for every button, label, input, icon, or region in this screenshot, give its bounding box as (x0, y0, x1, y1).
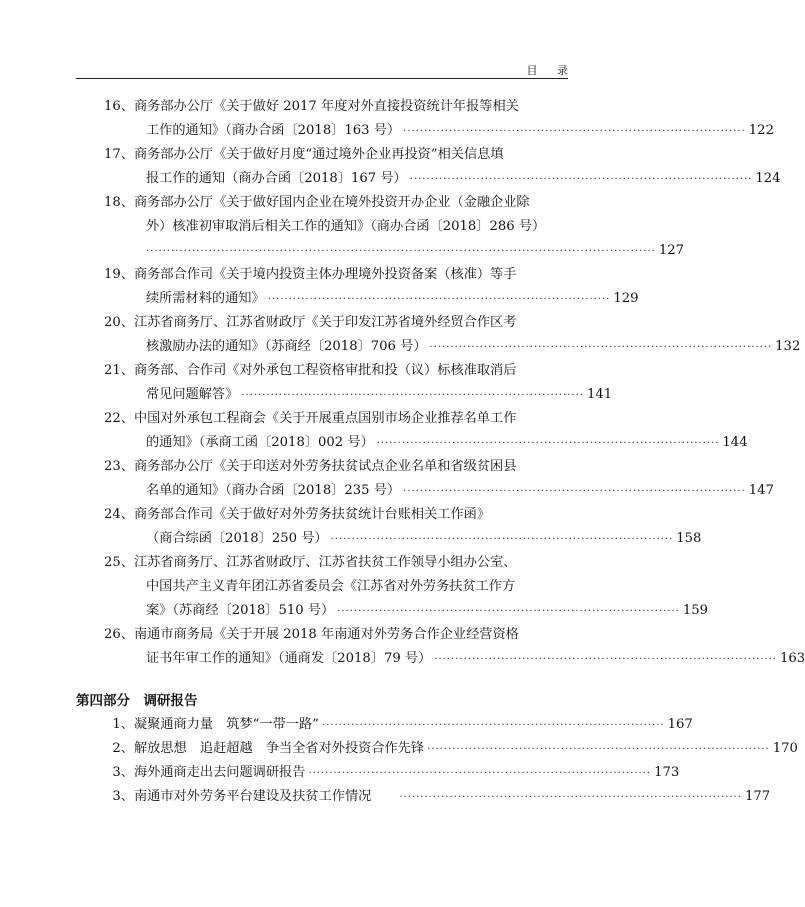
page-number: 163 (779, 651, 805, 666)
page-number: 127 (658, 243, 684, 258)
entry-last-line (146, 239, 684, 263)
entry-line: 商务部办公厅《关于印送对外劳务扶贫试点企业名单和省级贫困县 (134, 459, 517, 474)
entry-number: 21、 (104, 363, 134, 378)
entry-last-line (146, 647, 805, 671)
report-number: 3、 (112, 765, 134, 780)
entry-last-line (146, 599, 709, 623)
report-item-3[interactable] (76, 761, 680, 786)
leader-dots: ·················································································· (241, 390, 584, 401)
page-number: 173 (654, 765, 680, 780)
report-line (134, 761, 680, 786)
header-title: 目 录 (526, 64, 576, 77)
entry-line: 商务部办公厅《关于做好月度“通过境外企业再投资”相关信息填 (134, 147, 504, 162)
leader-dots: ·························································································································· (146, 246, 656, 257)
leader-dots: ·················································································· (337, 606, 680, 617)
entry-last-line (146, 119, 774, 143)
leader-dots: ·················································································· (399, 792, 743, 803)
report-title: 解放思想 追赶超越 争当全省对外投资合作先锋 (134, 741, 425, 756)
entry-line: 商务部办公厅《关于做好 2017 年度对外直接投资统计年报等相关 (134, 99, 519, 114)
entry-last-line (146, 383, 613, 407)
report-line (134, 785, 771, 810)
toc-entry-23[interactable] (76, 455, 774, 503)
page-number: 129 (613, 291, 639, 306)
entry-line: （商合综函〔2018〕250 号） (146, 531, 328, 546)
page-header (76, 56, 576, 79)
report-item-4[interactable] (76, 785, 771, 810)
entry-line: 核激励办法的通知》（苏商经〔2018〕706 号） (146, 339, 427, 354)
entry-last-line (146, 479, 774, 503)
toc-entry-18[interactable] (76, 191, 684, 263)
entry-line: 商务部合作司《关于境内投资主体办理境外投资备案（核准）等手 (134, 267, 517, 282)
leader-dots: ·················································································· (403, 126, 746, 137)
leader-dots: ·················································································· (321, 720, 665, 731)
page-number: 159 (682, 603, 709, 618)
entry-last-line (146, 335, 801, 359)
entry-last-line (146, 287, 639, 311)
page-number: 144 (722, 435, 748, 450)
entry-line: 的通知》（承商工函〔2018〕002 号） (146, 435, 374, 450)
toc-entry-21[interactable] (76, 359, 613, 407)
entry-line: 中国对外承包工程商会《关于开展重点国别市场企业推荐名单工作 (134, 411, 517, 426)
page-number: 158 (676, 531, 702, 546)
entry-last-line (146, 167, 781, 191)
report-number: 3、 (112, 789, 134, 804)
page-number: 167 (667, 717, 693, 732)
leader-dots: ·················································································· (427, 744, 770, 755)
entry-line: 商务部合作司《关于做好对外劳务扶贫统计台账相关工作函》 (134, 507, 491, 522)
toc-entry-22[interactable] (76, 407, 748, 455)
report-number: 1、 (112, 717, 134, 732)
leader-dots: ·················································································· (308, 768, 652, 779)
entry-line: 报工作的通知（商办合函〔2018〕167 号） (146, 171, 407, 186)
toc-entry-24[interactable] (76, 503, 702, 551)
entry-last-line (146, 431, 748, 455)
toc-entry-26[interactable] (76, 623, 805, 671)
page-number: 170 (772, 741, 798, 756)
report-title: 南通市对外劳务平台建设及扶贫工作情况 (134, 789, 372, 804)
entry-number: 25、 (104, 555, 134, 570)
entry-line: 名单的通知》（商办合函〔2018〕235 号） (146, 483, 401, 498)
entry-line: 南通市商务局《关于开展 2018 年南通对外劳务合作企业经营资格 (134, 627, 519, 642)
entry-line: 证书年审工作的通知》（通商发〔2018〕79 号） (146, 651, 432, 666)
entry-last-line (146, 527, 702, 551)
entry-number: 22、 (104, 411, 134, 426)
section-title: 第四部分 调研报告 (76, 693, 198, 709)
entry-line: 工作的通知》（商办合函〔2018〕163 号） (146, 123, 401, 138)
page-number: 141 (586, 387, 613, 402)
leader-dots: ·················································································· (434, 654, 777, 665)
entry-line: 续所需材料的通知》 (146, 291, 265, 306)
entry-number: 24、 (104, 507, 134, 522)
report-title: 凝聚通商力量 筑梦“一带一路” (134, 717, 319, 732)
entry-number: 26、 (104, 627, 134, 642)
page-number: 147 (748, 483, 774, 498)
toc-entry-20[interactable] (76, 311, 801, 359)
toc-entry-25[interactable] (76, 551, 709, 623)
report-item-2[interactable] (76, 737, 798, 762)
report-line (134, 737, 798, 762)
entry-line: 江苏省商务厅、江苏省财政厅《关于印发江苏省境外经贸合作区考 (134, 315, 517, 330)
entry-number: 18、 (104, 195, 134, 210)
entry-number: 19、 (104, 267, 134, 282)
leader-dots: ·················································································· (429, 342, 773, 353)
toc-entry-17[interactable] (76, 143, 781, 191)
page-number: 122 (748, 123, 774, 138)
page-number: 177 (745, 789, 771, 804)
leader-dots: ·················································································· (409, 174, 753, 185)
leader-dots: ·················································································· (267, 294, 611, 305)
leader-dots: ·················································································· (403, 486, 746, 497)
entry-line: 商务部办公厅《关于做好国内企业在境外投资开办企业（金融企业除 (134, 195, 530, 210)
page-number: 124 (755, 171, 781, 186)
entry-line: 外）核准初审取消后相关工作的通知》（商办合函〔2018〕286 号） (146, 219, 546, 234)
entry-line: 江苏省商务厅、江苏省财政厅、江苏省扶贫工作领导小组办公室、 (134, 555, 517, 570)
report-title: 海外通商走出去问题调研报告 (134, 765, 306, 780)
leader-dots: ·················································································· (376, 438, 720, 449)
entry-number: 17、 (104, 147, 134, 162)
toc-entry-16[interactable] (76, 95, 774, 143)
report-number: 2、 (112, 741, 134, 756)
report-line (134, 713, 693, 738)
entry-line: 中国共产主义青年团江苏省委员会《江苏省对外劳务扶贫工作方 (146, 579, 516, 594)
entry-line: 常见问题解答》 (146, 387, 239, 402)
report-item-1[interactable] (76, 713, 693, 738)
leader-dots: ·················································································· (330, 534, 674, 545)
entry-number: 23、 (104, 459, 134, 474)
entry-line: 商务部、合作司《对外承包工程资格审批和投（议）标核准取消后 (134, 363, 517, 378)
entry-number: 20、 (104, 315, 134, 330)
entry-number: 16、 (104, 99, 134, 114)
toc-entry-19[interactable] (76, 263, 639, 311)
entry-line: 案》（苏商经〔2018〕510 号） (146, 603, 335, 618)
page-number: 132 (775, 339, 801, 354)
